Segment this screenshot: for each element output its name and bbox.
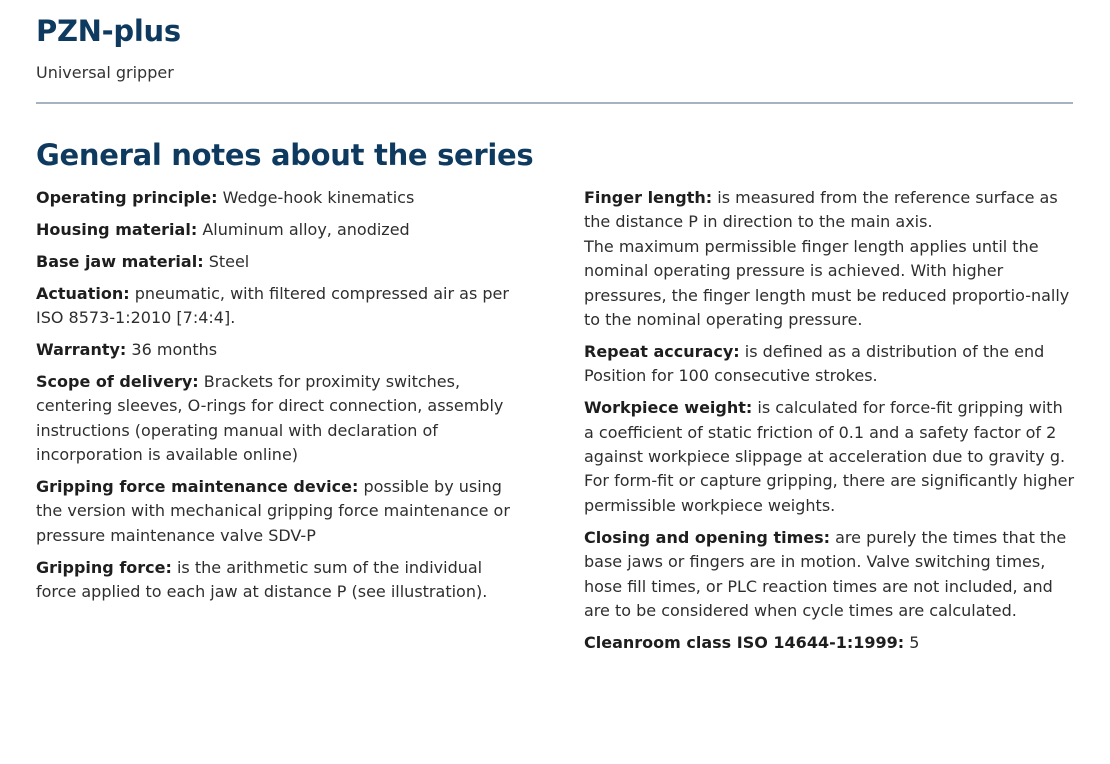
note-text: 5: [909, 632, 920, 652]
note-text: Steel: [208, 251, 250, 271]
note-term: Base jaw material:: [36, 251, 204, 271]
note-term: Finger length:: [584, 188, 713, 207]
note-term: Repeat accuracy:: [584, 341, 740, 361]
note-scope-of-delivery: [36, 370, 526, 468]
note-text: is measured from the reference surface as the distance P in direction to the main axis.: [584, 188, 1058, 232]
note-repeat-accuracy: [584, 340, 1076, 389]
product-subtitle: Universal gripper: [36, 63, 174, 82]
note-term: Actuation:: [36, 283, 130, 303]
note-base-jaw-material: [36, 250, 526, 274]
note-workpiece-weight: [584, 396, 1076, 518]
note-term: Cleanroom class ISO 14644-1:1999:: [584, 632, 905, 652]
header-divider: [36, 102, 1073, 104]
note-term: Operating principle:: [36, 188, 218, 207]
note-term: Workpiece weight:: [584, 398, 753, 418]
note-term: Housing material:: [36, 219, 198, 239]
note-term: Gripping force maintenance device:: [36, 477, 359, 497]
note-actuation: [36, 282, 526, 331]
note-text: pneumatic, with filtered compressed air as per ISO 8573-1:2010 [7:4:4].: [36, 283, 509, 328]
notes-left-column: [36, 186, 526, 612]
product-title: PZN-plus: [36, 14, 181, 48]
section-heading: General notes about the series: [36, 138, 534, 172]
note-text: possible by using the version with mechanical gripping force maintenance or pressure maintenance valve SDV-P: [36, 477, 510, 545]
note-cleanroom-class: [584, 631, 1076, 655]
note-gripping-force: [36, 556, 526, 605]
note-text: is calculated for force-fit gripping with a coefficient of static friction of 0.1 and a safety factor of 2 against workpiece slippage at acceleration due to gravity g. For form-fit or capture gripping, there are significantly higher permissible workpiece weights.: [584, 398, 1075, 515]
note-text: are purely the times that the base jaws or fingers are in motion. Valve switching times, hose fill times, or PLC reaction times are not included, and are to be considered when cycle times are calculated.: [584, 527, 1067, 620]
note-text: is the arithmetic sum of the individual force applied to each jaw at distance P (see illustration).: [36, 557, 488, 602]
note-text: Wedge-hook kinematics: [222, 188, 415, 207]
note-finger-length: [584, 186, 1076, 332]
note-term: Scope of delivery:: [36, 371, 199, 391]
note-text-continued: The maximum permissible finger length applies until the nominal operating pressure is achieved. With higher pressures, the finger length must be reduced proportio-nally to the nominal operating pressure.: [584, 236, 1070, 330]
note-text: Aluminum alloy, anodized: [202, 219, 410, 239]
notes-right-column: [584, 186, 1076, 663]
note-text: Brackets for proximity switches, centering sleeves, O-rings for direct connection, assembly instructions (operating manual with declaration of incorporation is available online): [36, 371, 504, 465]
note-term: Warranty:: [36, 340, 127, 360]
note-closing-opening-times: [584, 526, 1076, 624]
note-warranty: [36, 338, 526, 362]
note-text: 36 months: [131, 340, 218, 360]
note-term: Closing and opening times:: [584, 527, 831, 547]
note-term: Gripping force:: [36, 557, 172, 577]
note-operating-principle: [36, 186, 526, 210]
note-gripping-force-maintenance: [36, 475, 526, 548]
note-housing-material: [36, 218, 526, 242]
note-text: is defined as a distribution of the end Position for 100 consecutive strokes.: [584, 341, 1045, 386]
